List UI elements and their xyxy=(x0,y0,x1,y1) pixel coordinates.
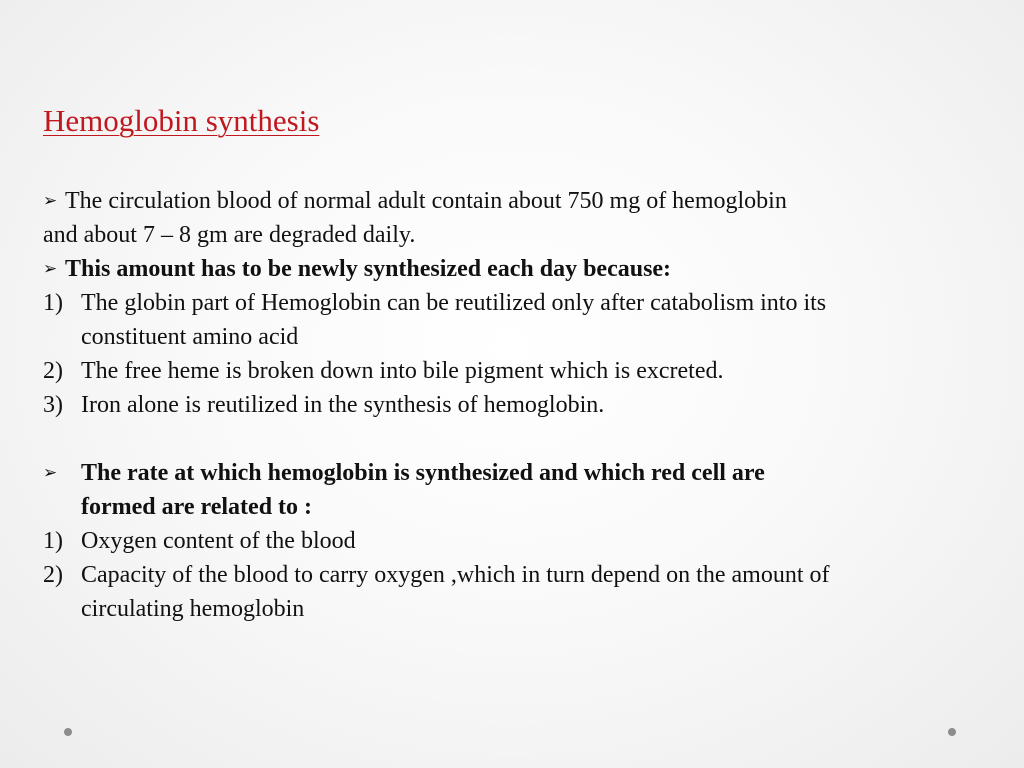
section2-heading-continuation: formed are related to : xyxy=(81,494,313,520)
bullet-arrow-icon: ➢ xyxy=(43,191,58,211)
list-text: Capacity of the blood to carry oxygen ,which in turn depend on the amount of xyxy=(81,562,830,588)
list-number: 2) xyxy=(43,562,63,588)
list-item-continuation: circulating hemoglobin xyxy=(81,596,305,622)
list-text: The free heme is broken down into bile pigment which is excreted. xyxy=(81,358,724,384)
section1-heading xyxy=(43,252,993,286)
list-item xyxy=(43,558,993,592)
section1-heading-text: This amount has to be newly synthesized each day because: xyxy=(65,256,672,282)
list-item xyxy=(43,354,993,388)
bullet-arrow-icon: ➢ xyxy=(43,259,58,279)
slide-title: Hemoglobin synthesis xyxy=(43,103,320,138)
bullet-arrow-icon: ➢ xyxy=(43,463,58,483)
intro-line-2: and about 7 – 8 gm are degraded daily. xyxy=(43,222,416,248)
list-number: 2) xyxy=(43,358,63,384)
intro-text-1: The circulation blood of normal adult contain about 750 mg of hemoglobin xyxy=(65,188,787,214)
list-item xyxy=(43,286,993,320)
spacer xyxy=(43,422,993,456)
list-text: Oxygen content of the blood xyxy=(81,528,356,554)
list-number: 1) xyxy=(43,290,63,316)
list-text: Iron alone is reutilized in the synthesis of hemoglobin. xyxy=(81,392,605,418)
list-item xyxy=(43,524,993,558)
intro-line-1 xyxy=(43,184,993,218)
list-number: 1) xyxy=(43,528,63,554)
decorative-dot-icon xyxy=(64,728,72,736)
list-item-continuation: constituent amino acid xyxy=(81,324,299,350)
decorative-dot-icon xyxy=(948,728,956,736)
slide-body xyxy=(43,184,993,626)
list-item xyxy=(43,388,993,422)
list-number: 3) xyxy=(43,392,63,418)
list-text: The globin part of Hemoglobin can be reutilized only after catabolism into its xyxy=(81,290,827,316)
section2-heading xyxy=(43,456,993,490)
section2-heading-text: The rate at which hemoglobin is synthesized and which red cell are xyxy=(81,460,765,486)
